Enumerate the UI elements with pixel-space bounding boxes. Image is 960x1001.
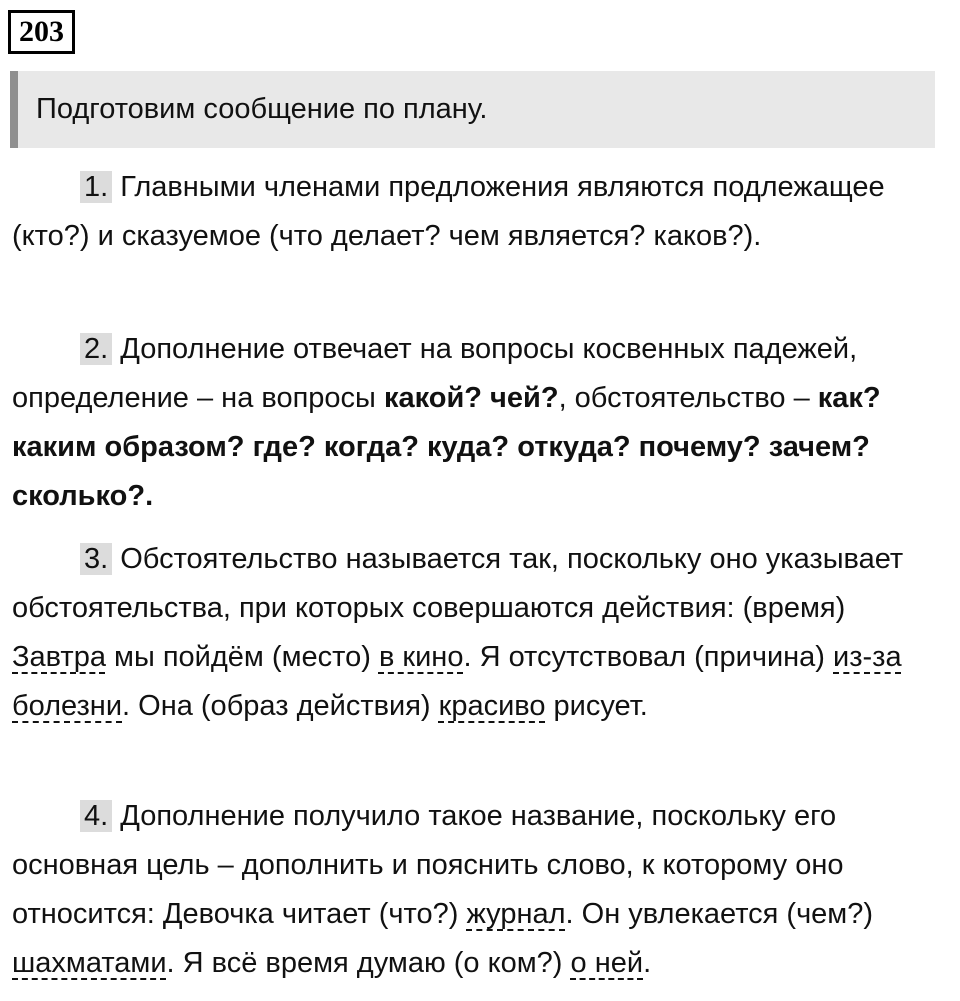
paragraph-2-text-b: , обстоятельство – <box>558 382 818 414</box>
paragraph-2-bold-questions-b: как? каким образом? где? когда? куда? откуда? почему? зачем? сколько?. <box>12 382 881 512</box>
instruction-box <box>10 71 935 148</box>
paragraph-4-text-b: . Он увлекается (чем?) <box>565 898 874 930</box>
paragraph-3-text-a: Обстоятельство называется так, поскольку оно указывает обстоятельства, при которых совершаются действия: (время) <box>12 543 904 624</box>
paragraph-2-bold-questions-a: какой? чей? <box>383 382 559 414</box>
example-adverbial-manner: красиво <box>438 690 546 722</box>
paragraph-3-text-e: рисует. <box>545 690 648 722</box>
paragraph-3-text-d: . Она (образ действия) <box>122 690 439 722</box>
paragraph-4-text-a: Дополнение получило такое название, поскольку его основная цель – дополнить и пояснить слово, к которому оно относится: Девочка читает (что?) <box>12 800 844 930</box>
paragraph-4 <box>12 792 947 988</box>
task-number: 203 <box>8 10 75 54</box>
paragraph-4-text-c: . Я всё время думаю (о ком?) <box>166 947 571 979</box>
example-adverbial-reason: из-за болезни <box>12 641 902 722</box>
paragraph-3-text-b: мы пойдём (место) <box>105 641 379 673</box>
example-object-1: журнал <box>466 898 566 930</box>
paragraph-4-text-d: . <box>643 947 652 979</box>
example-adverbial-place: в кино <box>378 641 464 673</box>
item-number-1: 1. <box>80 171 112 203</box>
paragraph-1 <box>12 163 947 261</box>
paragraph-2-text-a: Дополнение отвечает на вопросы косвенных падежей, определение – на вопросы <box>12 333 858 414</box>
item-number-4: 4. <box>80 800 112 832</box>
item-number-3: 3. <box>80 543 112 575</box>
paragraph-3-text-c: . Я отсутствовал (причина) <box>463 641 834 673</box>
paragraph-1-text: Главными членами предложения являются подлежащее (кто?) и сказуемое (что делает? чем является? каков?). <box>12 171 885 252</box>
instruction-text: Подготовим сообщение по плану. <box>36 93 488 125</box>
paragraph-3 <box>12 535 947 731</box>
example-adverbial-time: Завтра <box>12 641 106 673</box>
example-object-3: о ней <box>570 947 644 979</box>
example-object-2: шахматами <box>12 947 167 979</box>
paragraph-2 <box>12 325 947 521</box>
item-number-2: 2. <box>80 333 112 365</box>
